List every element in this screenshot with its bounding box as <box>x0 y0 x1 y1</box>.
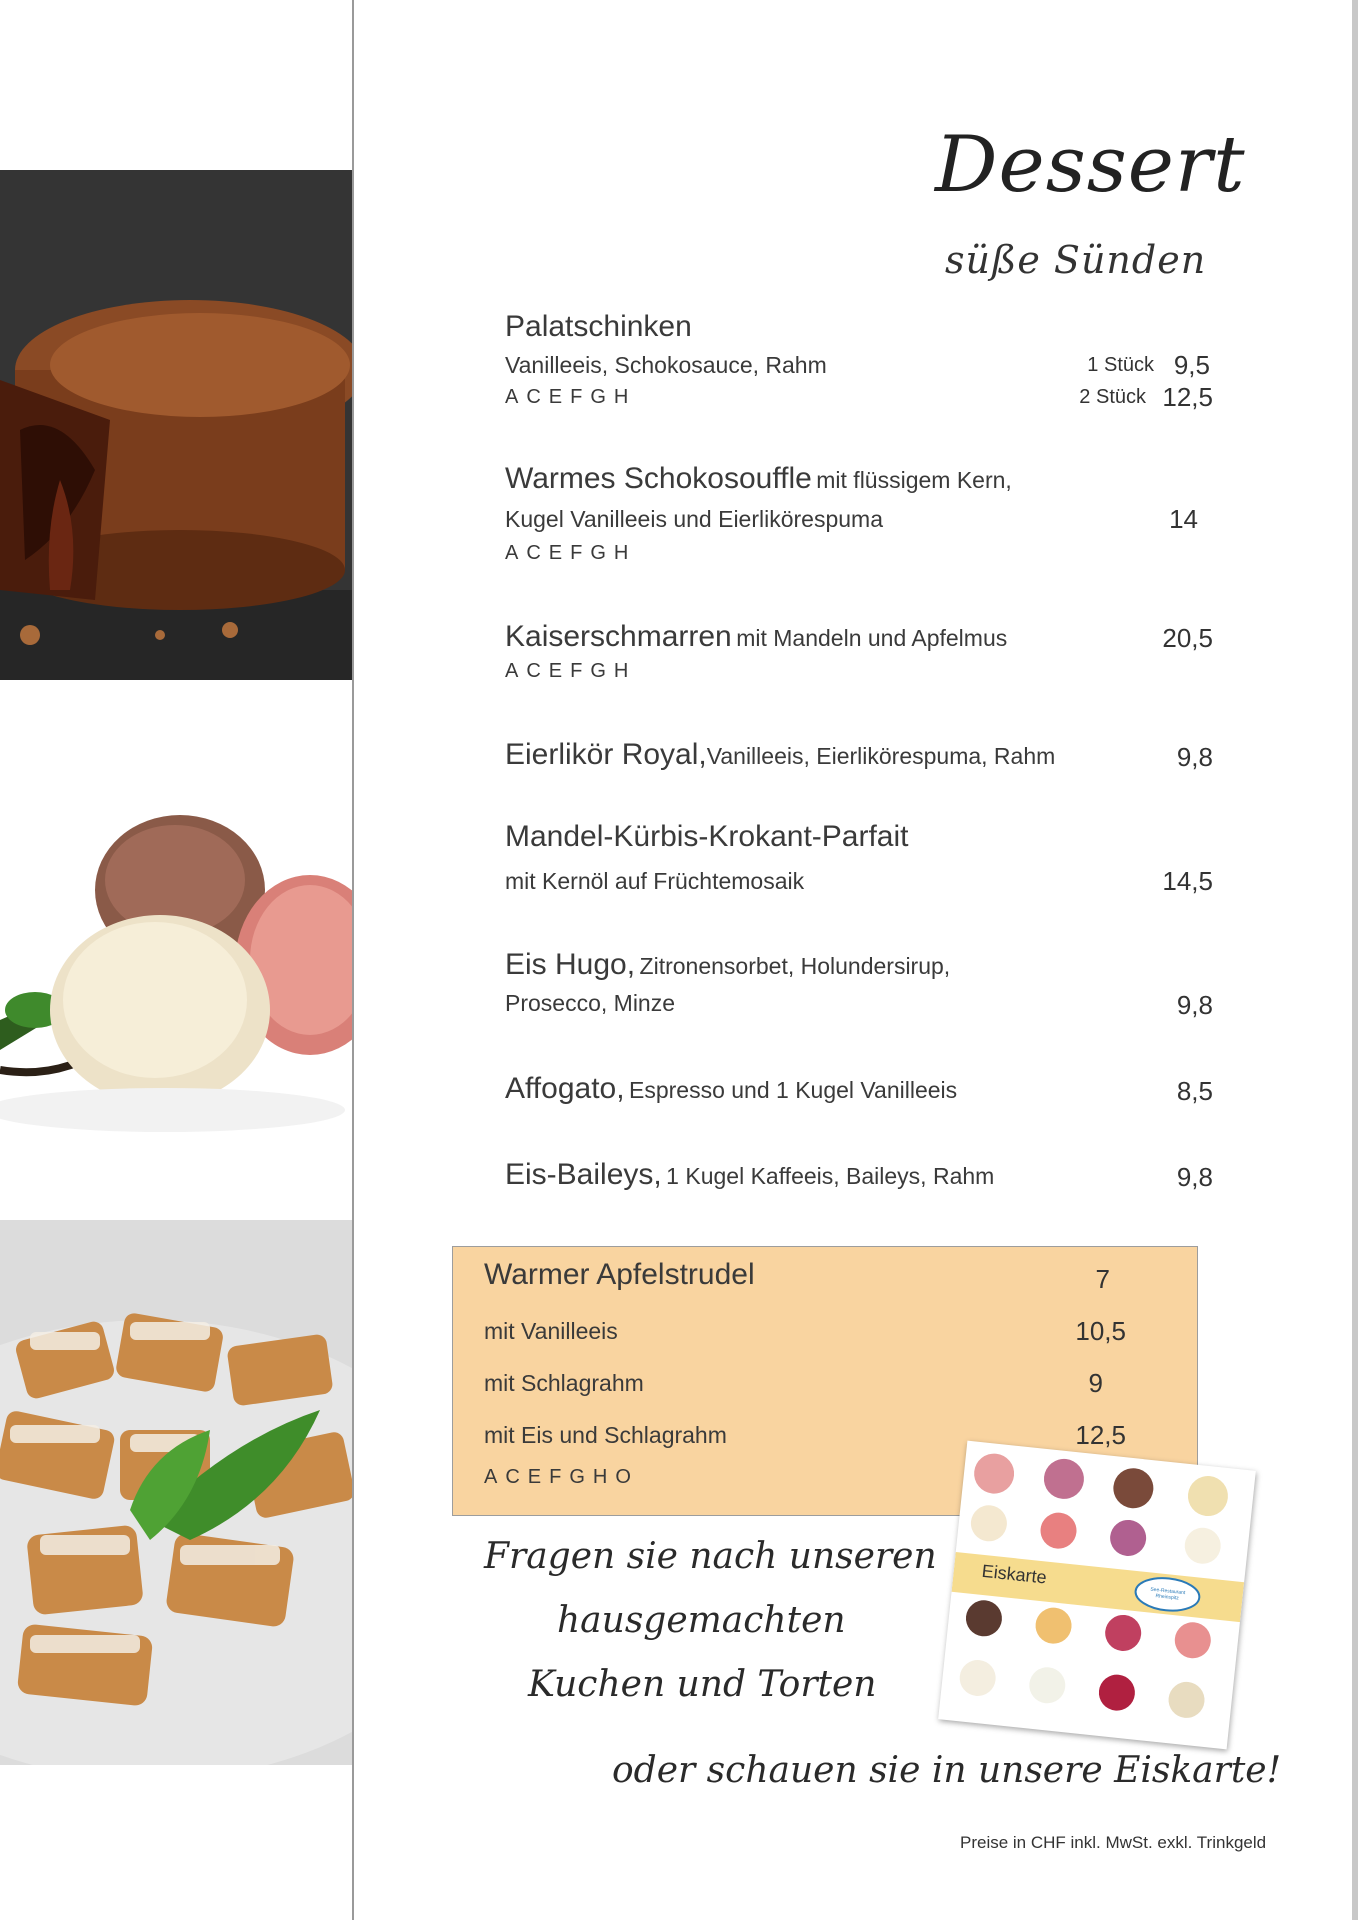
strudel-option-price: 9 <box>1088 1368 1103 1398</box>
strudel-option-label: mit Vanilleeis <box>484 1318 618 1344</box>
item-allergens: ACEFGH <box>505 542 637 564</box>
item-allergens: ACEFGH <box>505 660 637 682</box>
ice-cream-scoops-photo <box>0 780 352 1160</box>
menu-item-line <box>505 1072 957 1106</box>
item-price: 9,8 <box>1176 990 1213 1020</box>
menu-item-line <box>505 1158 994 1192</box>
item-quantity: 1 Stück <box>1087 354 1154 376</box>
item-quantity: 2 Stück <box>1079 386 1146 408</box>
item-name: Eis Hugo, <box>505 948 636 981</box>
item-name: Mandel-Kürbis-Krokant-Parfait <box>505 820 909 853</box>
strudel-name: Warmer Apfelstrudel <box>484 1258 755 1291</box>
strudel-option-price: 10,5 <box>1075 1316 1126 1346</box>
item-description: Kugel Vanilleeis und Eierlikörespuma <box>505 506 884 532</box>
item-price: 9,5 <box>1173 350 1210 380</box>
item-description-inline: mit flüssigem Kern, <box>816 467 1012 493</box>
item-price: 9,8 <box>1176 742 1213 772</box>
menu-title: Dessert <box>935 120 1246 210</box>
item-price: 14 <box>1169 504 1198 534</box>
item-description: Prosecco, Minze <box>505 990 676 1016</box>
page-divider <box>352 0 354 1920</box>
chocolate-lava-cake-photo <box>0 170 352 680</box>
promo-line-2: hausgemachten <box>557 1600 846 1641</box>
menu-item-line <box>505 462 1012 496</box>
strudel-option-label: mit Eis und Schlagrahm <box>484 1422 727 1448</box>
item-price: 8,5 <box>1176 1076 1213 1106</box>
menu-item-line <box>505 738 1055 772</box>
item-name: Eis-Baileys, <box>505 1158 662 1191</box>
page-edge <box>1352 0 1358 1920</box>
menu-item-line <box>505 620 1007 654</box>
item-name: Palatschinken <box>505 310 692 343</box>
promo-line-3: Kuchen und Torten <box>528 1664 877 1705</box>
item-price: 20,5 <box>1162 623 1213 653</box>
menu-item-line <box>505 948 950 982</box>
promo-line-1: Fragen sie nach unseren <box>484 1536 937 1577</box>
item-name: Warmes Schokosouffle <box>505 462 812 495</box>
eiskarte-label: Eiskarte <box>980 1560 1048 1588</box>
menu-subtitle: süße Sünden <box>945 238 1207 282</box>
strudel-option-price: 12,5 <box>1075 1420 1126 1450</box>
item-description-inline: 1 Kugel Kaffeeis, Baileys, Rahm <box>666 1163 995 1189</box>
item-name: Eierlikör Royal, <box>505 738 707 771</box>
item-name: Kaiserschmarren <box>505 620 732 653</box>
strudel-price: 7 <box>1095 1264 1110 1294</box>
item-description-inline: mit Mandeln und Apfelmus <box>736 625 1008 651</box>
eiskarte-badge: See-Restaurant Rheinspitz <box>1150 1586 1186 1602</box>
item-allergens: ACEFGH <box>505 386 637 408</box>
item-price: 14,5 <box>1162 866 1213 896</box>
item-description: mit Kernöl auf Früchtemosaik <box>505 868 805 894</box>
strudel-allergens: ACEFGHO <box>484 1466 639 1488</box>
strudel-option-label: mit Schlagrahm <box>484 1370 644 1396</box>
kaiserschmarren-photo <box>0 1220 352 1765</box>
item-price: 12,5 <box>1162 382 1213 412</box>
promo-line-4: oder schauen sie in unsere Eiskarte! <box>612 1750 1282 1791</box>
item-description-inline: Zitronensorbet, Holundersirup, <box>639 953 951 979</box>
item-description: Vanilleeis, Schokosauce, Rahm <box>505 352 827 378</box>
eiskarte-thumbnail[interactable] <box>938 1441 1256 1750</box>
item-description-inline: Espresso und 1 Kugel Vanilleeis <box>629 1077 958 1103</box>
item-name: Affogato, <box>505 1072 625 1105</box>
price-note: Preise in CHF inkl. MwSt. exkl. Trinkgeld <box>960 1833 1267 1852</box>
item-price: 9,8 <box>1176 1162 1213 1192</box>
item-description-inline: Vanilleeis, Eierlikörespuma, Rahm <box>706 743 1056 769</box>
